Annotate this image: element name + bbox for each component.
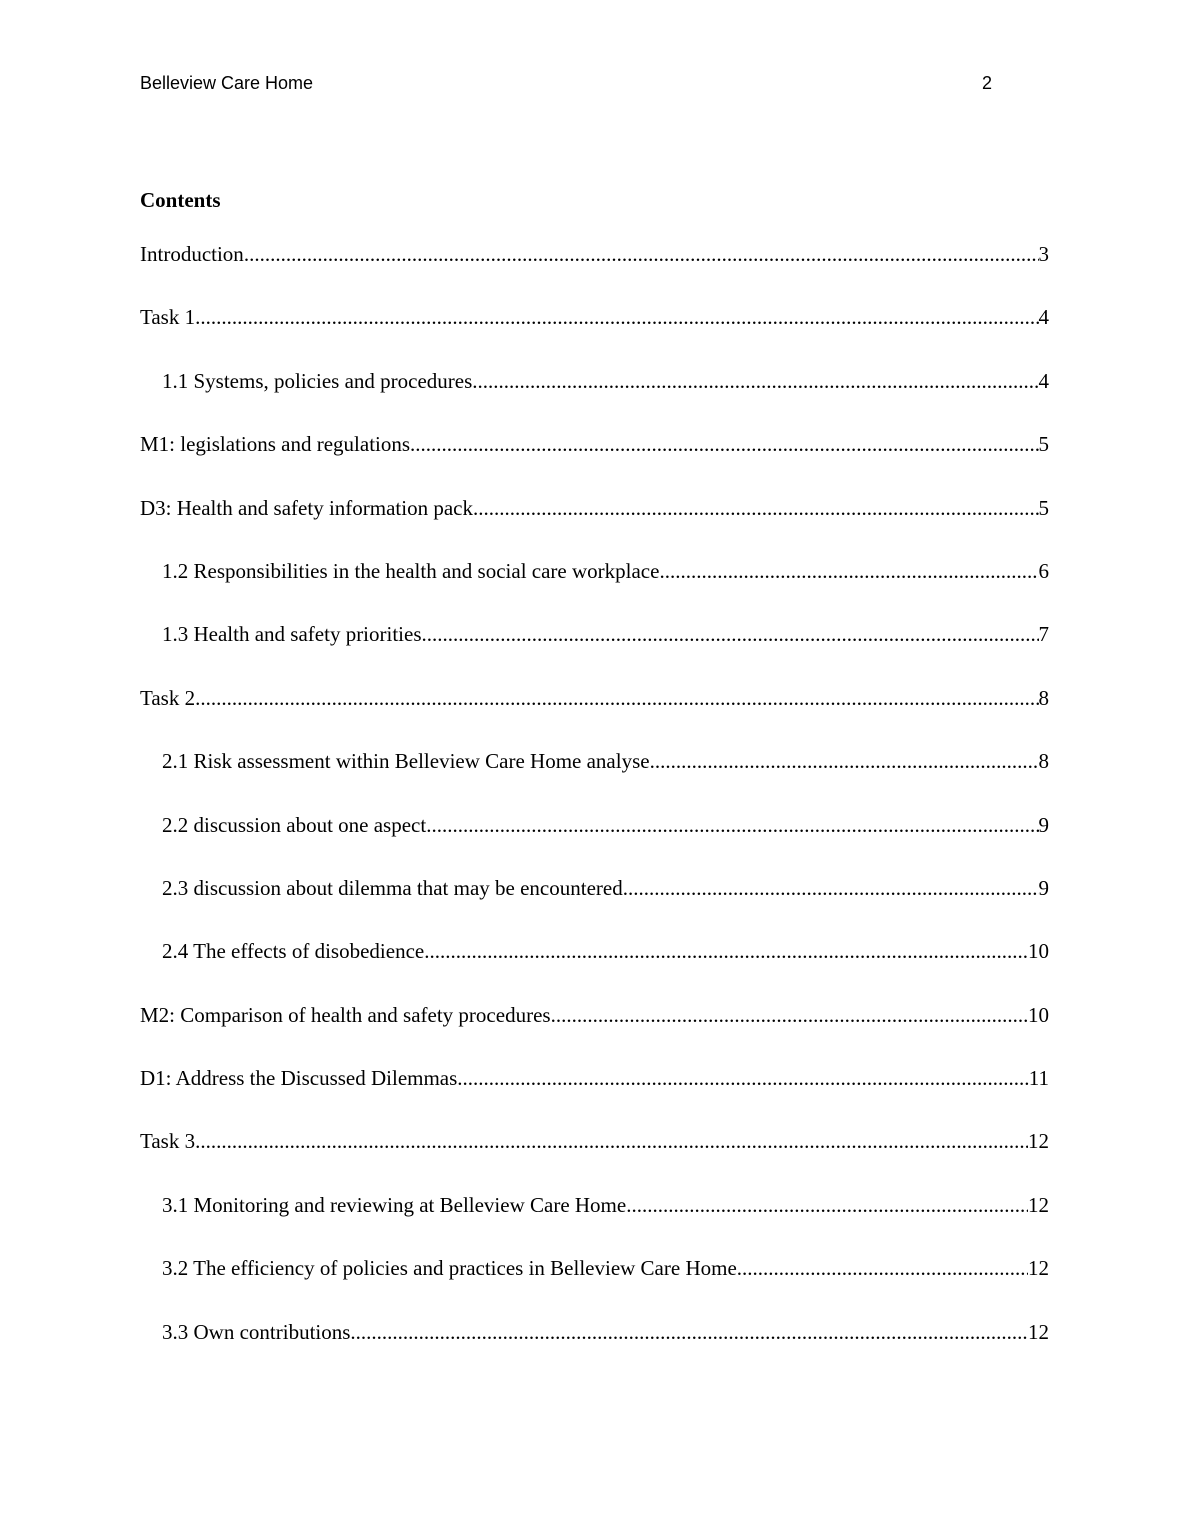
toc-entry-label: 3.3 Own contributions	[162, 1319, 351, 1344]
toc-entry-page-number: 7	[1038, 622, 1049, 647]
toc-entry-label: 2.1 Risk assessment within Belleview Care Home analyse	[162, 749, 650, 774]
toc-dot-leader	[472, 367, 1038, 395]
toc-entry-label: M2: Comparison of health and safety procedures	[140, 1002, 551, 1027]
toc-entry[interactable]	[140, 1318, 1049, 1381]
toc-dot-leader	[422, 620, 1039, 648]
toc-entry-label: D3: Health and safety information pack	[140, 495, 473, 520]
toc-entry[interactable]	[140, 430, 1049, 493]
toc-entry-label: 2.3 discussion about dilemma that may be encountered	[162, 875, 623, 900]
toc-entry[interactable]	[140, 367, 1049, 430]
toc-dot-leader	[737, 1254, 1028, 1282]
toc-dot-leader	[659, 557, 1038, 585]
toc-entry-page-number: 12	[1028, 1129, 1049, 1154]
toc-entry-label: 1.3 Health and safety priorities	[162, 622, 422, 647]
toc-entry-label: 3.2 The efficiency of policies and practices in Belleview Care Home	[162, 1256, 737, 1281]
toc-dot-leader	[195, 684, 1038, 712]
toc-entry-label: 2.4 The effects of disobedience	[162, 939, 425, 964]
toc-entry-page-number: 5	[1038, 432, 1049, 457]
toc-entry-page-number: 12	[1028, 1256, 1049, 1281]
page-number: 2	[981, 73, 992, 93]
toc-entry-page-number: 9	[1038, 875, 1049, 900]
toc-entry-label: Task 1	[140, 305, 196, 330]
toc-entry-page-number: 5	[1038, 495, 1049, 520]
toc-entry-page-number: 10	[1028, 939, 1049, 964]
toc-entry[interactable]	[140, 620, 1049, 683]
toc-entry-label: 2.2 discussion about one aspect	[162, 812, 427, 837]
toc-entry[interactable]	[140, 1064, 1049, 1127]
toc-entry-page-number: 4	[1038, 368, 1049, 393]
toc-entry[interactable]	[140, 1127, 1049, 1190]
toc-dot-leader	[551, 1001, 1028, 1029]
toc-dot-leader	[473, 494, 1039, 522]
toc-entry[interactable]	[140, 684, 1049, 747]
toc-entry[interactable]	[140, 557, 1049, 620]
toc-entry-page-number: 8	[1038, 749, 1049, 774]
toc-entry-page-number: 10	[1028, 1002, 1049, 1027]
table-of-contents	[140, 240, 1049, 1381]
toc-entry-page-number: 6	[1038, 558, 1049, 583]
toc-entry[interactable]	[140, 747, 1049, 810]
toc-dot-leader	[195, 1127, 1028, 1155]
toc-entry-label: Task 3	[140, 1129, 196, 1154]
toc-dot-leader	[244, 240, 1039, 268]
toc-dot-leader	[626, 1191, 1028, 1219]
toc-title: Contents	[140, 188, 221, 212]
toc-dot-leader	[457, 1064, 1028, 1092]
toc-entry-label: 1.1 Systems, policies and procedures	[162, 368, 473, 393]
toc-dot-leader	[623, 874, 1039, 902]
toc-entry[interactable]	[140, 1191, 1049, 1254]
toc-entry[interactable]	[140, 303, 1049, 366]
toc-dot-leader	[410, 430, 1038, 458]
toc-entry[interactable]	[140, 1254, 1049, 1317]
toc-dot-leader	[424, 937, 1028, 965]
toc-dot-leader	[650, 747, 1039, 775]
toc-entry[interactable]	[140, 937, 1049, 1000]
toc-entry-label: 3.1 Monitoring and reviewing at Belleview Care Home	[162, 1192, 627, 1217]
toc-entry-page-number: 9	[1038, 812, 1049, 837]
toc-dot-leader	[195, 303, 1038, 331]
toc-entry[interactable]	[140, 1001, 1049, 1064]
toc-entry-page-number: 3	[1038, 242, 1049, 266]
toc-entry-page-number: 11	[1028, 1066, 1049, 1091]
page-header	[140, 71, 992, 95]
toc-entry[interactable]	[140, 811, 1049, 874]
toc-entry-label: Introduction	[140, 242, 244, 266]
toc-dot-leader	[426, 811, 1038, 839]
toc-entry-page-number: 4	[1038, 305, 1049, 330]
toc-entry-page-number: 8	[1038, 685, 1049, 710]
toc-dot-leader	[350, 1318, 1028, 1346]
running-head: Belleview Care Home	[140, 73, 314, 93]
toc-entry-label: M1: legislations and regulations	[140, 432, 411, 457]
toc-entry[interactable]	[140, 874, 1049, 937]
toc-entry-page-number: 12	[1028, 1319, 1049, 1344]
toc-entry[interactable]	[140, 240, 1049, 303]
toc-entry-label: Task 2	[140, 685, 196, 710]
toc-entry-page-number: 12	[1028, 1192, 1049, 1217]
toc-entry[interactable]	[140, 494, 1049, 557]
toc-entry-label: 1.2 Responsibilities in the health and social care workplace	[162, 558, 660, 583]
toc-entry-label: D1: Address the Discussed Dilemmas	[140, 1066, 458, 1091]
